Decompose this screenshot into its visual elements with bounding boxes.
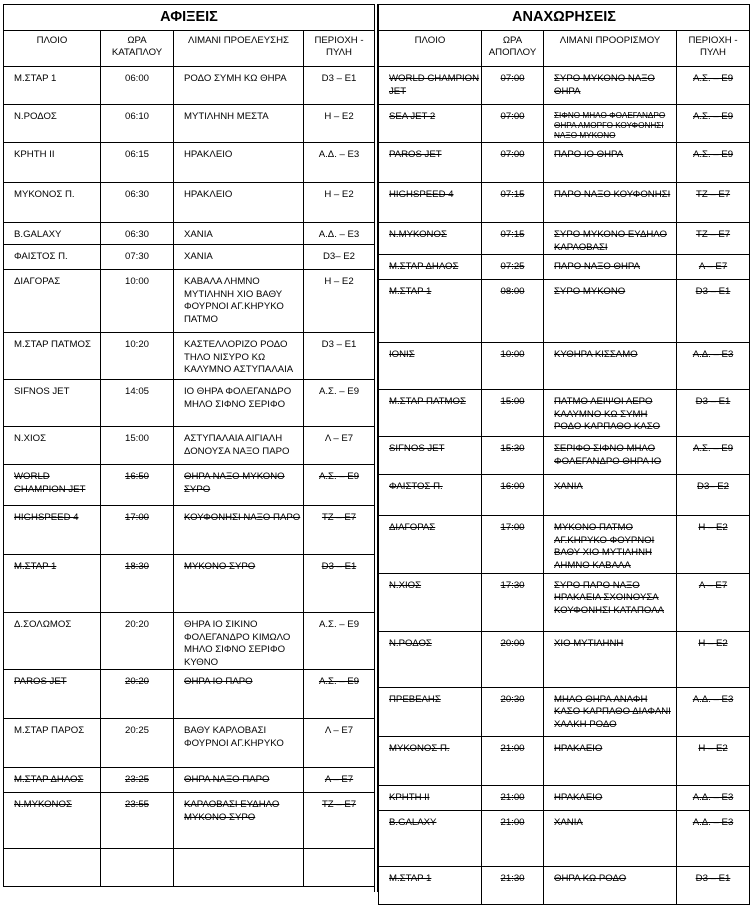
departures-port-header: ΛΙΜΑΝΙ ΠΡΟΟΡΙΣΜΟΥ [544, 31, 677, 67]
arrivals-time-cell: 06:15 [101, 143, 174, 183]
arrivals-port-cell: ΧΑΝΙΑ [174, 245, 304, 270]
departures-port-cell: ΜΥΚΟΝΟ ΠΑΤΜΟ ΑΓ.ΚΗΡΥΚΟ ΦΟΥΡΝΟΙ ΒΑΘΥ ΧΙΟ ΜΥΤΙΛΗΝΗ ΛΗΜΝΟ ΚΑΒΑΛΑ [544, 516, 677, 573]
arrivals-port-cell: ΘΗΡΑ ΝΑΞΟ ΜΥΚΟΝΟ ΣΥΡΟ [174, 465, 304, 506]
arrivals-port-cell: ΘΗΡΑ ΙΟ ΠΑΡΟ [174, 670, 304, 719]
departures-ship-cell: ΔΙΑΓΟΡΑΣ [379, 516, 482, 573]
arrivals-time-cell: 16:50 [101, 465, 174, 506]
departures-time-cell: 16:00 [482, 475, 544, 516]
departures-row [379, 390, 750, 437]
arrivals-row [4, 427, 375, 465]
departures-row [379, 280, 750, 343]
ferry-schedule-board [3, 4, 749, 892]
arrivals-ship-cell: WORLD CHAMPION JET [4, 465, 101, 506]
departures-ship-cell: Ν.ΧΙΟΣ [379, 573, 482, 631]
arrivals-table [3, 4, 375, 887]
arrivals-time-cell: 17:00 [101, 506, 174, 555]
departures-ship-cell: WORLD CHAMPION JET [379, 67, 482, 105]
arrivals-time-cell: 14:05 [101, 380, 174, 427]
arrivals-row [4, 555, 375, 613]
departures-port-cell: ΠΑΤΜΟ ΛΕΙΨΟΙ ΛΕΡΟ ΚΑΛΥΜΝΟ ΚΩ ΣΥΜΗ ΡΟΔΟ ΚΑΡΠΑΘΟ ΚΑΣΟ [544, 390, 677, 437]
arrivals-gate-header: ΠΕΡΙΟΧΗ - ΠΥΛΗ [304, 31, 375, 67]
arrivals-port-cell: ΜΥΤΙΛΗΝΗ ΜΕΣΤΑ [174, 105, 304, 143]
departures-gate-cell: D3 – E1 [677, 866, 750, 904]
arrivals-port-cell: ΚΟΥΦΟΝΗΣΙ ΝΑΞΟ ΠΑΡΟ [174, 506, 304, 555]
departures-gate-cell: ΤΖ – Ε7 [677, 183, 750, 223]
arrivals-row [4, 67, 375, 105]
departures-ship-cell: ΜΥΚΟΝΟΣ Π. [379, 736, 482, 785]
departures-port-cell: ΜΗΛΟ ΘΗΡΑ ΑΝΑΦΗ ΚΑΣΟ ΚΑΡΠΑΘΟ ΔΙΑΦΑΝΙ ΧΑΛΚΗ ΡΟΔΟ [544, 687, 677, 736]
arrivals-time-cell: 10:00 [101, 270, 174, 333]
arrivals-ship-header: ΠΛΟΙΟ [4, 31, 101, 67]
arrivals-port-cell: ΘΗΡΑ ΙΟ ΣΙΚΙΝΟ ΦΟΛΕΓΑΝΔΡΟ ΚΙΜΩΛΟ ΜΗΛΟ ΣΙΦΝΟ ΣΕΡΙΦΟ ΚΥΘΝΟ [174, 613, 304, 670]
departures-time-cell: 17:30 [482, 573, 544, 631]
arrivals-port-cell: ΑΣΤΥΠΑΛΑΙΑ ΑΙΓΙΑΛΗ ΔΟΝΟΥΣΑ ΝΑΞΟ ΠΑΡΟ [174, 427, 304, 465]
departures-port-cell: ΗΡΑΚΛΕΙΟ [544, 736, 677, 785]
departures-row [379, 475, 750, 516]
arrivals-port-cell: ΗΡΑΚΛΕΙΟ [174, 143, 304, 183]
departures-time-cell: 20:00 [482, 631, 544, 687]
arrivals-port-cell: ΙΟ ΘΗΡΑ ΦΟΛΕΓΑΝΔΡΟ ΜΗΛΟ ΣΙΦΝΟ ΣΕΡΙΦΟ [174, 380, 304, 427]
arrivals-gate-cell: Η – Ε2 [304, 105, 375, 143]
arrivals-time-cell: 20:25 [101, 719, 174, 768]
arrivals-time-cell: 20:20 [101, 670, 174, 719]
arrivals-row [4, 849, 375, 887]
arrivals-time-cell: 07:30 [101, 245, 174, 270]
departures-time-cell: 07:00 [482, 143, 544, 183]
arrivals-gate-cell: ΤΖ – Ε7 [304, 506, 375, 555]
arrivals-time-cell: 06:10 [101, 105, 174, 143]
arrivals-ship-cell: Δ.ΣΟΛΩΜΟΣ [4, 613, 101, 670]
departures-port-cell: ΗΡΑΚΛΕΙΟ [544, 785, 677, 810]
departures-port-cell: ΣΙΦΝΟ ΜΗΛΟ ΦΟΛΕΓΑΝΔΡΟ ΘΗΡΑ ΑΜΟΡΓΟ ΚΟΥΦΟΝΗΣΙ ΝΑΞΟ ΜΥΚΟΝΟ [544, 105, 677, 143]
arrivals-time-cell: 06:30 [101, 183, 174, 223]
departures-time-cell: 21:00 [482, 736, 544, 785]
arrivals-row [4, 793, 375, 849]
departures-time-cell: 17:00 [482, 516, 544, 573]
departures-ship-cell: ΠΡΕΒΕΛΗΣ [379, 687, 482, 736]
departures-port-cell: ΣΥΡΟ ΜΥΚΟΝΟ [544, 280, 677, 343]
departures-time-cell: 07:00 [482, 105, 544, 143]
departures-time-cell: 15:30 [482, 437, 544, 475]
departures-row [379, 810, 750, 866]
departures-port-cell: ΠΑΡΟ ΙΟ ΘΗΡΑ [544, 143, 677, 183]
arrivals-time-cell: 23:25 [101, 768, 174, 793]
departures-gate-cell: Η – Ε2 [677, 736, 750, 785]
departures-row [379, 736, 750, 785]
arrivals-gate-cell [304, 849, 375, 887]
arrivals-ship-cell: ΔΙΑΓΟΡΑΣ [4, 270, 101, 333]
departures-port-cell: ΧΑΝΙΑ [544, 810, 677, 866]
departures-row [379, 183, 750, 223]
departures-ship-cell: Μ.ΣΤΑΡ 1 [379, 280, 482, 343]
arrivals-ship-cell: Ν.ΜΥΚΟΝΟΣ [4, 793, 101, 849]
arrivals-gate-cell: Λ – Ε7 [304, 427, 375, 465]
arrivals-ship-cell: HIGHSPEED 4 [4, 506, 101, 555]
departures-gate-cell: Λ – Ε7 [677, 255, 750, 280]
arrivals-gate-cell: D3 – E1 [304, 67, 375, 105]
arrivals-ship-cell: ΦΑΙΣΤΟΣ Π. [4, 245, 101, 270]
departures-time-header: ΩΡΑ ΑΠΟΠΛΟΥ [482, 31, 544, 67]
departures-port-cell: ΣΕΡΙΦΟ ΣΙΦΝΟ ΜΗΛΟ ΦΟΛΕΓΑΝΔΡΟ ΘΗΡΑ ΙΟ [544, 437, 677, 475]
departures-port-cell: ΠΑΡΟ ΝΑΞΟ ΘΗΡΑ [544, 255, 677, 280]
arrivals-time-cell: 06:30 [101, 223, 174, 245]
arrivals-gate-cell: D3 – E1 [304, 555, 375, 613]
arrivals-gate-cell: Α.Δ. – Ε3 [304, 223, 375, 245]
departures-table [378, 4, 750, 905]
departures-time-cell: 21:00 [482, 810, 544, 866]
departures-gate-header: ΠΕΡΙΟΧΗ - ΠΥΛΗ [677, 31, 750, 67]
arrivals-row [4, 143, 375, 183]
departures-port-cell: ΧΙΟ ΜΥΤΙΛΗΝΗ [544, 631, 677, 687]
departures-gate-cell: Α.Δ. – Ε3 [677, 810, 750, 866]
departures-ship-cell: Μ.ΣΤΑΡ ΠΑΤΜΟΣ [379, 390, 482, 437]
departures-time-cell: 10:00 [482, 343, 544, 390]
arrivals-port-cell: ΡΟΔΟ ΣΥΜΗ ΚΩ ΘΗΡΑ [174, 67, 304, 105]
arrivals-port-cell [174, 849, 304, 887]
departures-row [379, 255, 750, 280]
arrivals-port-cell: ΜΥΚΟΝΟ ΣΥΡΟ [174, 555, 304, 613]
departures-row [379, 223, 750, 255]
arrivals-row [4, 183, 375, 223]
arrivals-gate-cell: Η – Ε2 [304, 183, 375, 223]
departures-gate-cell: Η – Ε2 [677, 516, 750, 573]
arrivals-port-cell: ΧΑΝΙΑ [174, 223, 304, 245]
departures-gate-cell: Η – Ε2 [677, 631, 750, 687]
departures-row [379, 437, 750, 475]
departures-gate-cell: D3 – E1 [677, 280, 750, 343]
departures-row [379, 631, 750, 687]
arrivals-port-header: ΛΙΜΑΝΙ ΠΡΟΕΛΕΥΣΗΣ [174, 31, 304, 67]
arrivals-row [4, 768, 375, 793]
arrivals-row [4, 333, 375, 380]
departures-ship-cell: Μ.ΣΤΑΡ ΔΗΛΟΣ [379, 255, 482, 280]
departures-time-cell: 07:15 [482, 183, 544, 223]
arrivals-port-cell: ΚΑΣΤΕΛΛΟΡΙΖΟ ΡΟΔΟ ΤΗΛΟ ΝΙΣΥΡΟ ΚΩ ΚΑΛΥΜΝΟ ΑΣΤΥΠΑΛΑΙΑ [174, 333, 304, 380]
departures-port-cell: ΚΥΘΗΡΑ ΚΙΣΣΑΜΟ [544, 343, 677, 390]
arrivals-time-cell: 18:30 [101, 555, 174, 613]
departures-port-cell: ΠΑΡΟ ΝΑΞΟ ΚΟΥΦΟΝΗΣΙ [544, 183, 677, 223]
departures-time-cell: 21:00 [482, 785, 544, 810]
arrivals-port-cell: ΘΗΡΑ ΝΑΞΟ ΠΑΡΟ [174, 768, 304, 793]
arrivals-row [4, 245, 375, 270]
arrivals-gate-cell: Α.Σ. – Ε9 [304, 380, 375, 427]
arrivals-ship-cell: Μ.ΣΤΑΡ ΔΗΛΟΣ [4, 768, 101, 793]
arrivals-port-cell: ΒΑΘΥ ΚΑΡΛΟΒΑΣΙ ΦΟΥΡΝΟΙ ΑΓ.ΚΗΡΥΚΟ [174, 719, 304, 768]
departures-ship-cell: Ν.ΡΟΔΟΣ [379, 631, 482, 687]
arrivals-time-cell: 06:00 [101, 67, 174, 105]
arrivals-time-cell: 20:20 [101, 613, 174, 670]
arrivals-ship-cell: Μ.ΣΤΑΡ ΠΑΡΟΣ [4, 719, 101, 768]
departures-time-cell: 07:25 [482, 255, 544, 280]
arrivals-gate-cell: Α.Σ. – Ε9 [304, 670, 375, 719]
departures-time-cell: 07:15 [482, 223, 544, 255]
arrivals-gate-cell: Α.Σ. – Ε9 [304, 613, 375, 670]
arrivals-row [4, 270, 375, 333]
arrivals-row [4, 465, 375, 506]
arrivals-title: ΑΦΙΞΕΙΣ [4, 5, 375, 31]
arrivals-gate-cell: Α.Σ. – Ε9 [304, 465, 375, 506]
arrivals-port-cell: ΚΑΡΛΟΒΑΣΙ ΕΥΔΗΛΟ ΜΥΚΟΝΟ ΣΥΡΟ [174, 793, 304, 849]
departures-ship-cell: SIFNOS JET [379, 437, 482, 475]
departures-row [379, 573, 750, 631]
departures-ship-cell: Ν.ΜΥΚΟΝΟΣ [379, 223, 482, 255]
departures-ship-cell: HIGHSPEED 4 [379, 183, 482, 223]
departures-row [379, 866, 750, 904]
departures-row [379, 343, 750, 390]
departures-gate-cell: Α.Σ. – Ε9 [677, 105, 750, 143]
departures-gate-cell: Α.Δ. – Ε3 [677, 785, 750, 810]
arrivals-row [4, 670, 375, 719]
departures-gate-cell: Λ – Ε7 [677, 573, 750, 631]
departures-ship-cell: Μ.ΣΤΑΡ 1 [379, 866, 482, 904]
departures-gate-cell: ΤΖ – Ε7 [677, 223, 750, 255]
departures-ship-cell: PAROS JET [379, 143, 482, 183]
departures-port-cell: ΧΑΝΙΑ [544, 475, 677, 516]
departures-ship-cell: ΦΑΙΣΤΟΣ Π. [379, 475, 482, 516]
arrivals-ship-cell: Μ.ΣΤΑΡ 1 [4, 67, 101, 105]
arrivals-ship-cell [4, 849, 101, 887]
departures-port-cell: ΣΥΡΟ ΜΥΚΟΝΟ ΝΑΞΟ ΘΗΡΑ [544, 67, 677, 105]
arrivals-port-cell: ΚΑΒΑΛΑ ΛΗΜΝΟ ΜΥΤΙΛΗΝΗ ΧΙΟ ΒΑΘΥ ΦΟΥΡΝΟΙ ΑΓ.ΚΗΡΥΚΟ ΠΑΤΜΟ [174, 270, 304, 333]
arrivals-row [4, 719, 375, 768]
arrivals-ship-cell: Ν.ΧΙΟΣ [4, 427, 101, 465]
arrivals-ship-cell: ΚΡΗΤΗ ΙΙ [4, 143, 101, 183]
departures-row [379, 687, 750, 736]
arrivals-gate-cell: Λ – Ε7 [304, 719, 375, 768]
arrivals-ship-cell: PAROS JET [4, 670, 101, 719]
departures-row [379, 105, 750, 143]
arrivals-time-header: ΩΡΑ ΚΑΤΑΠΛΟΥ [101, 31, 174, 67]
arrivals-row [4, 506, 375, 555]
arrivals-row [4, 105, 375, 143]
arrivals-ship-cell: Ν.ΡΟΔΟΣ [4, 105, 101, 143]
departures-gate-cell: Α.Δ. – Ε3 [677, 687, 750, 736]
arrivals-gate-cell: Α.Δ. – Ε3 [304, 143, 375, 183]
departures-gate-cell: Α.Σ. – Ε9 [677, 143, 750, 183]
arrivals-gate-cell: D3 – E1 [304, 333, 375, 380]
arrivals-row [4, 613, 375, 670]
departures-ship-header: ΠΛΟΙΟ [379, 31, 482, 67]
departures-time-cell: 07:00 [482, 67, 544, 105]
arrivals-time-cell [101, 849, 174, 887]
arrivals-ship-cell: ΜΥΚΟΝΟΣ Π. [4, 183, 101, 223]
departures-gate-cell: D3– E2 [677, 475, 750, 516]
departures-row [379, 143, 750, 183]
departures-gate-cell: Α.Σ. – Ε9 [677, 437, 750, 475]
arrivals-row [4, 223, 375, 245]
departures-time-cell: 08:00 [482, 280, 544, 343]
departures-gate-cell: Α.Δ. – Ε3 [677, 343, 750, 390]
departures-port-cell: ΘΗΡΑ ΚΩ ΡΟΔΟ [544, 866, 677, 904]
departures-ship-cell: SEA JET 2 [379, 105, 482, 143]
departures-ship-cell: ΚΡΗΤΗ ΙΙ [379, 785, 482, 810]
arrivals-gate-cell: D3– E2 [304, 245, 375, 270]
departures-ship-cell: B.GALAXY [379, 810, 482, 866]
departures-port-cell: ΣΥΡΟ ΠΑΡΟ ΝΑΞΟ ΗΡΑΚΛΕΙΑ ΣΧΟΙΝΟΥΣΑ ΚΟΥΦΟΝΗΣΙ ΚΑΤΑΠΟΛΑ [544, 573, 677, 631]
arrivals-time-cell: 15:00 [101, 427, 174, 465]
departures-time-cell: 20:30 [482, 687, 544, 736]
departures-time-cell: 21:30 [482, 866, 544, 904]
arrivals-time-cell: 10:20 [101, 333, 174, 380]
departures-gate-cell: Α.Σ. – Ε9 [677, 67, 750, 105]
departures-time-cell: 15:00 [482, 390, 544, 437]
arrivals-ship-cell: Μ.ΣΤΑΡ ΠΑΤΜΟΣ [4, 333, 101, 380]
departures-port-cell: ΣΥΡΟ ΜΥΚΟΝΟ ΕΥΔΗΛΟ ΚΑΡΛΟΒΑΣΙ [544, 223, 677, 255]
arrivals-gate-cell: Λ – Ε7 [304, 768, 375, 793]
departures-row [379, 516, 750, 573]
arrivals-gate-cell: Η – Ε2 [304, 270, 375, 333]
departures-gate-cell: D3 – E1 [677, 390, 750, 437]
arrivals-ship-cell: SIFNOS JET [4, 380, 101, 427]
arrivals-time-cell: 23:55 [101, 793, 174, 849]
arrivals-row [4, 380, 375, 427]
arrivals-gate-cell: ΤΖ – Ε7 [304, 793, 375, 849]
departures-row [379, 785, 750, 810]
arrivals-ship-cell: B.GALAXY [4, 223, 101, 245]
departures-title: ΑΝΑΧΩΡΗΣΕΙΣ [379, 5, 750, 31]
arrivals-port-cell: ΗΡΑΚΛΕΙΟ [174, 183, 304, 223]
departures-ship-cell: ΙΟΝΙΣ [379, 343, 482, 390]
arrivals-ship-cell: Μ.ΣΤΑΡ 1 [4, 555, 101, 613]
departures-row [379, 67, 750, 105]
